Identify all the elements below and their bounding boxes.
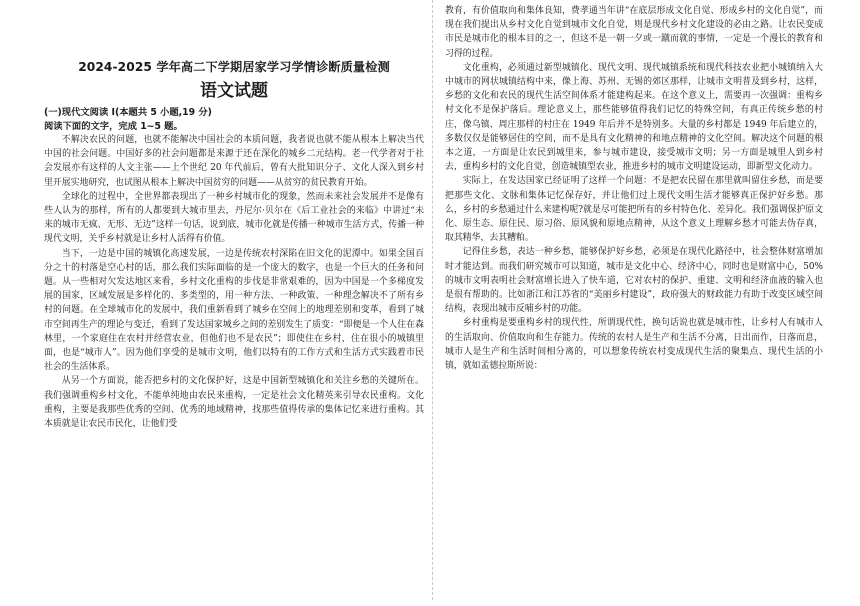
paragraph: 不解决农民的问题，也就不能解决中国社会的本质问题，我者说也就不能从根本上解决当代中国的社会问题。中国好多的社会问题都是来源于还在深化的城乡二元结构。老一代学者对于社会发展亦有这样的人文主张——上个世纪 20 年代前后，曾有大批知识分子、文化人深入到乡村里开展实地研究，也试图从根本上解决中国贫穷的问题——从贫穷的贫民教育开始。 [44,135,424,188]
column-divider [432,0,433,600]
paragraph: 当下，一边是中国的城镇化高速发展，一边是传统农村深陷在旧文化的泥潭中。如果全国百分之十的村落是空心村的话，那么我们实际面临的是一个庞大的数字，也是一个巨大的任务和问题。从一些相对欠发达地区来看，乡村文化重构的步伐是非常艰难的，因为中国是一个多梯度发展的国家，区域发展是多样化的、多类型的，用一种方法、一种政策、一种理念解决不了所有乡村的问题。在全球城市化的发展中，我们重新看到了城乡在空间上的地理差别和变革，看到了城市空间再生产的理论与变迁，看到了发达国家城乡之间的差别发生了质变：“即便是一个人住在森林里，一个家庭住在农村并经营农业，但他们也不是农民”；即使住在乡村，住在很小的城镇里面，也是“城市人”。因为他们享受的是城市文明，他们以特有的工作方式和生活方式实践着市民社会的生活体系。 [44,248,424,373]
paragraph: 文化重构，必须通过新型城镇化、现代文明、现代城镇系统和现代科技农业把小城镇纳入大中城市的网状城镇结构中来，像上海、苏州、无锡的郊区那样，让城市文明普及到乡村，这样，乡愁的文化和农民的现代生活空间体系才能建构起来。在这个意义上，需要再一次强调：重构乡村文化不是保护落后。理论意义上，那些能够值得我们记忆的特殊空间，有真正传统乡愁的村庄，像乌镇、周庄那样的村庄在 1949 年后并不是特别多。大量的乡村都是 1949 年后建立的，多数仅仅是能够居住的空间，而不是具有文化精神的和地点精神的文化空间。解决这个问题的根本之道，一方面是让农民到城里来，参与城市建设，接受城市文明；另一方面是城里人到乡村去，重构乡村的文化自觉，创造城镇型农业，推进乡村的城市文明建设运动，即新型文化动力。 [445,62,823,173]
paragraph: 乡村重构是要重构乡村的现代性，所谓现代性，换句话说也就是城市性，让乡村人有城市人的生活取向、价值取向和生存能力。传统的农村人是生产和生活不分离，日出而作，日落而息，城市人是生产和生活时间相分离的，可以想象传统农村变成现代生活的聚集点、现代生活的小镇，就如孟德拉斯所说： [445,318,823,372]
paragraph: 从另一个方面说，能否把乡村的文化保护好，这是中国新型城镇化和关注乡愁的关键所在。我们强调重构乡村文化，不能单纯地由农民来重构，一定是社会文化精英来引导农民重构。文化重构，主要是我那些优秀的空间、优秀的地域精神，找那些值得传承的集体记忆来进行重构。其本质就是让农民市民化，让他们受 [44,376,424,430]
paragraph: 记得住乡愁，表达一种乡愁，能够保护好乡愁，必须是在现代化路径中，社会整体财富增加时才能达到。而我们研究城市可以知道，城市是文化中心、经济中心，同时也是财富中心，50% 的城市文明表明社会财富增长进入了快车道，它对农村的保护、重建、文明和经济血液的输入也是很有帮助的。比如浙江和江苏省的“美丽乡村建设”，政府强大的财政能力有助于改变区域空间结构，表现出城市反哺乡村的功能。 [445,247,823,315]
reading-instruction: 阅读下面的文字，完成 1~5 题。 [44,120,183,132]
paragraph: 实际上，在发达国家已经证明了这样一个问题：不是把农民留在那里就叫留住乡愁，而是要把那些文化、文脉和集体记忆保存好，并让他们过上现代文明生活才能够真正保护好乡愁。那么，乡村的乡愁通过什么来建构呢?就是尽可能把所有的乡村特色化、差异化。我们强调保护原文化、原生态、原住民、原习俗、原风貌和原地点精神，从这个意义上理解乡愁才可能去伪存真，取其精华，去其糟粕。 [445,176,823,244]
paragraph: 教育，有价值取向和集体良知，费孝通当年讲“在底层形成文化自觉、形成乡村的文化自觉”，而现在我们提出从乡村文化自觉到城市文化自觉，则是现代乡村文化建设的必由之路。让农民变成市民是城市化的根本目的之一，但这不是一朝一夕或一蹴而就的事情，一定是一个漫长的教育和习得的过程。 [445,6,823,59]
exam-title: 2024-2025 学年高二下学期居家学习学情诊断质量检测 [78,60,390,74]
section-heading: (一)现代文阅读 I(本题共 5 小题,19 分) [44,107,212,118]
paragraph: 全球化的过程中，全世界都表现出了一种乡村城市化的现象，然而未来社会发展并不是像有些人认为的那样，所有的人都要到大城市里去，丹尼尔·贝尔在《后工业社会的来临》中讲过“未来的城市无疯、无形、无边”这样一句话，说到底，城市化就是传播一种城市生活方式，传播一种现代文明，关乎乡村就是让乡村人活得有价值。 [44,191,424,245]
subject-title: 语文试题 [200,81,268,101]
left-passage [44,133,424,431]
left-column [44,58,424,431]
right-passage [445,4,823,373]
right-column [445,4,823,373]
